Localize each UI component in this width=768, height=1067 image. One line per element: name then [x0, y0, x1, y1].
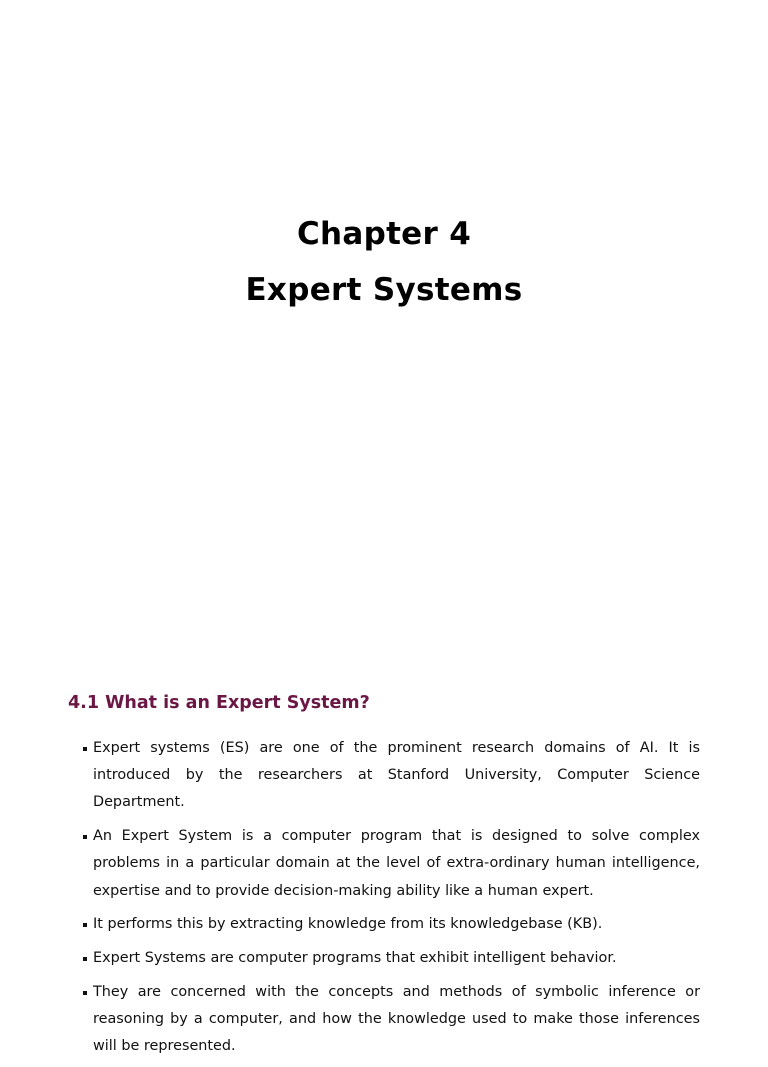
- list-item-text: Expert Systems are computer programs that exhibit intelligent behavior.: [93, 949, 617, 966]
- list-item-text: It performs this by extracting knowledge from its knowledgebase (KB).: [93, 916, 603, 933]
- list-item: [80, 945, 700, 972]
- list-item-text: They are concerned with the concepts and methods of symbolic inference or reasoning by a computer, and how the knowledge used to make those inferences will be represented.: [93, 983, 700, 1055]
- section-heading: 4.1 What is an Expert System?: [68, 693, 370, 713]
- chapter-title: Expert Systems: [245, 272, 523, 308]
- bullet-marker: [83, 923, 87, 927]
- bullet-marker: [83, 957, 87, 961]
- bullet-marker: [83, 747, 87, 751]
- bullet-marker: [83, 991, 87, 995]
- bullet-marker: [83, 835, 87, 839]
- list-item-text: An Expert System is a computer program that is designed to solve complex problems in a particular domain at the level of extra-ordinary human intelligence, expertise and to provide decision-making ability like a human expert.: [93, 828, 700, 899]
- bullet-list: [80, 735, 700, 1067]
- list-item: [80, 979, 700, 1061]
- chapter-number: Chapter 4: [296, 216, 472, 252]
- list-item: [80, 823, 700, 905]
- chapter-title-block: [0, 206, 768, 318]
- list-item-text: Expert systems (ES) are one of the prominent research domains of AI. It is introduced by the researchers at Stanford University, Computer Science Department.: [93, 740, 700, 811]
- list-item: [80, 911, 700, 938]
- list-item: [80, 735, 700, 817]
